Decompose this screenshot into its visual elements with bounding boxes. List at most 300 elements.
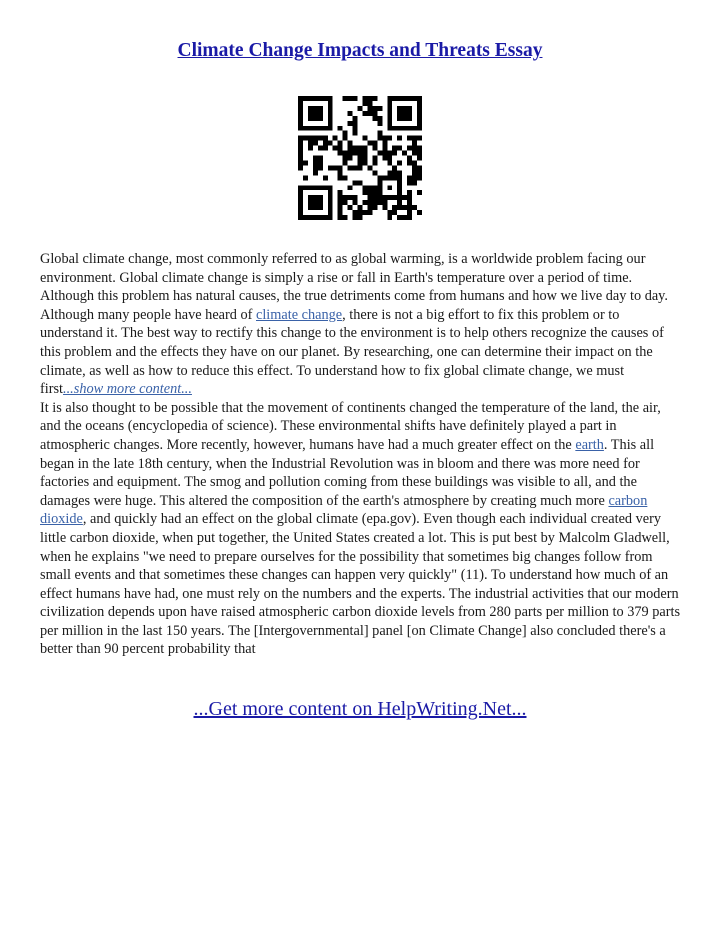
qr-module bbox=[397, 136, 402, 141]
qr-module bbox=[412, 160, 417, 165]
qr-module bbox=[328, 126, 333, 131]
qr-code-icon bbox=[298, 96, 422, 220]
qr-module bbox=[392, 96, 397, 101]
qr-module bbox=[308, 146, 313, 151]
qr-module bbox=[377, 195, 382, 200]
qr-module bbox=[412, 141, 417, 146]
qr-module bbox=[298, 96, 303, 101]
qr-module bbox=[402, 96, 407, 101]
qr-module bbox=[417, 121, 422, 126]
essay-text: It is also thought to be possible that the movement of continents changed the temperature of the land, the air, and the oceans (encyclopedia of science). These environmental shifts have definitely played a part in atmospheric changes. More recently, however, humans have had a much greater effect on the bbox=[40, 399, 661, 453]
qr-module bbox=[343, 195, 348, 200]
qr-module bbox=[402, 111, 407, 116]
qr-module bbox=[343, 151, 348, 156]
qr-module bbox=[358, 205, 363, 210]
qr-module bbox=[358, 210, 363, 215]
qr-module bbox=[387, 121, 392, 126]
qr-module bbox=[372, 185, 377, 190]
qr-module bbox=[392, 170, 397, 175]
qr-module bbox=[367, 96, 372, 101]
qr-module bbox=[318, 205, 323, 210]
qr-module bbox=[298, 111, 303, 116]
qr-module bbox=[417, 151, 422, 156]
qr-module bbox=[298, 156, 303, 161]
qr-module bbox=[397, 146, 402, 151]
qr-module bbox=[417, 156, 422, 161]
qr-module bbox=[298, 210, 303, 215]
qr-module bbox=[348, 146, 353, 151]
qr-module bbox=[367, 200, 372, 205]
qr-module bbox=[318, 96, 323, 101]
qr-module bbox=[298, 190, 303, 195]
qr-module bbox=[353, 165, 358, 170]
qr-module bbox=[343, 160, 348, 165]
qr-module bbox=[313, 160, 318, 165]
qr-module bbox=[318, 195, 323, 200]
qr-module bbox=[298, 205, 303, 210]
qr-module bbox=[417, 190, 422, 195]
qr-module bbox=[407, 146, 412, 151]
qr-module bbox=[348, 185, 353, 190]
qr-module bbox=[298, 121, 303, 126]
qr-module bbox=[338, 151, 343, 156]
qr-module bbox=[362, 151, 367, 156]
qr-module bbox=[402, 215, 407, 220]
qr-module bbox=[412, 136, 417, 141]
qr-module bbox=[353, 210, 358, 215]
qr-module bbox=[367, 190, 372, 195]
qr-module bbox=[412, 170, 417, 175]
qr-module bbox=[392, 195, 397, 200]
qr-module bbox=[353, 131, 358, 136]
qr-module bbox=[328, 111, 333, 116]
qr-module bbox=[417, 116, 422, 121]
carbon-dioxide-link[interactable]: carbon dioxide bbox=[40, 492, 648, 528]
qr-module bbox=[397, 200, 402, 205]
qr-module bbox=[318, 165, 323, 170]
qr-module bbox=[358, 146, 363, 151]
qr-module bbox=[407, 111, 412, 116]
qr-module bbox=[333, 165, 338, 170]
qr-module bbox=[377, 121, 382, 126]
qr-module bbox=[387, 185, 392, 190]
qr-module bbox=[397, 195, 402, 200]
qr-module bbox=[362, 156, 367, 161]
qr-module bbox=[358, 151, 363, 156]
qr-module bbox=[298, 200, 303, 205]
qr-module bbox=[397, 185, 402, 190]
qr-module bbox=[318, 156, 323, 161]
qr-module bbox=[387, 151, 392, 156]
qr-module bbox=[372, 170, 377, 175]
qr-module bbox=[303, 96, 308, 101]
qr-module bbox=[308, 96, 313, 101]
qr-module bbox=[417, 165, 422, 170]
qr-module bbox=[397, 175, 402, 180]
climate-change-link[interactable]: climate change bbox=[255, 306, 343, 323]
qr-module bbox=[392, 151, 397, 156]
qr-module bbox=[313, 185, 318, 190]
qr-module bbox=[328, 101, 333, 106]
qr-module bbox=[303, 175, 308, 180]
qr-module bbox=[318, 126, 323, 131]
qr-module bbox=[397, 111, 402, 116]
qr-module bbox=[328, 195, 333, 200]
qr-module bbox=[343, 131, 348, 136]
qr-module bbox=[298, 215, 303, 220]
qr-module bbox=[313, 156, 318, 161]
qr-module bbox=[367, 106, 372, 111]
qr-module bbox=[318, 160, 323, 165]
qr-module bbox=[362, 111, 367, 116]
qr-module bbox=[362, 160, 367, 165]
qr-module bbox=[313, 111, 318, 116]
essay-text: Global climate change, most commonly referred to as global warming, is a worldwide problem facing our environment. Global climate change is simply a rise or fall in Earth's temperature over a period of time. Although this problem has natural causes, the true detriments come from humans and how we live day to day. Although many people have heard of bbox=[40, 251, 668, 323]
qr-module bbox=[318, 185, 323, 190]
qr-module bbox=[308, 215, 313, 220]
qr-module bbox=[353, 195, 358, 200]
qr-module bbox=[358, 160, 363, 165]
qr-module bbox=[313, 170, 318, 175]
qr-module bbox=[308, 205, 313, 210]
qr-module bbox=[387, 111, 392, 116]
qr-module bbox=[323, 136, 328, 141]
qr-module bbox=[382, 156, 387, 161]
qr-module bbox=[353, 151, 358, 156]
qr-module bbox=[382, 175, 387, 180]
qr-module bbox=[338, 146, 343, 151]
qr-module bbox=[343, 175, 348, 180]
qr-module bbox=[298, 106, 303, 111]
qr-module bbox=[367, 195, 372, 200]
qr-module bbox=[402, 205, 407, 210]
qr-module bbox=[362, 190, 367, 195]
qr-module bbox=[323, 96, 328, 101]
qr-module bbox=[377, 131, 382, 136]
qr-module bbox=[348, 121, 353, 126]
qr-module bbox=[387, 195, 392, 200]
qr-module bbox=[397, 215, 402, 220]
qr-module bbox=[412, 126, 417, 131]
qr-module bbox=[343, 136, 348, 141]
qr-module bbox=[328, 106, 333, 111]
qr-module bbox=[298, 146, 303, 151]
qr-module bbox=[343, 200, 348, 205]
qr-module bbox=[313, 136, 318, 141]
qr-module bbox=[362, 96, 367, 101]
qr-module bbox=[308, 200, 313, 205]
qr-module bbox=[313, 165, 318, 170]
qr-module bbox=[362, 136, 367, 141]
qr-module bbox=[417, 106, 422, 111]
essay-text: , and quickly had an effect on the global climate (epa.gov). Even though each individual created very little carbon dioxide, when put together, the United States created a lot. This is put best by Malcolm Gladwell, when he explains "we need to prepare ourselves for the possibility that sometimes big changes follow from small events and that sometimes these changes can happen very quickly" (11). To understand how much of an effect humans have had, one must rely on the numbers and the experts. The industrial activities that our modern civilization depends upon have raised atmospheric carbon dioxide levels from 280 parts per million to 379 parts per million in the last 150 years. The [Intergovernmental] panel [on Climate Change] also concluded there's a better than 90 percent probability that bbox=[40, 511, 681, 658]
qr-module bbox=[382, 151, 387, 156]
qr-module bbox=[372, 156, 377, 161]
qr-module bbox=[308, 106, 313, 111]
qr-module bbox=[353, 121, 358, 126]
qr-module bbox=[382, 136, 387, 141]
qr-module bbox=[348, 141, 353, 146]
qr-module bbox=[402, 126, 407, 131]
qr-module bbox=[407, 96, 412, 101]
essay-text: , there is not a big effort to fix this problem or to understand it. The best way to rectify this change to the environment is to help others recognize the causes of this problem and the effects they have on our planet. By researching, one can determine their impact on the climate, as well as how to reduce this effect. To understand how to fix global climate change, we must first bbox=[40, 306, 664, 398]
qr-module bbox=[412, 96, 417, 101]
qr-module bbox=[328, 215, 333, 220]
qr-module bbox=[382, 200, 387, 205]
essay-paragraph-1 bbox=[40, 250, 684, 399]
qr-module bbox=[353, 215, 358, 220]
qr-module bbox=[353, 200, 358, 205]
qr-module bbox=[402, 116, 407, 121]
qr-module bbox=[348, 165, 353, 170]
qr-module bbox=[313, 141, 318, 146]
qr-module bbox=[328, 141, 333, 146]
qr-module bbox=[338, 141, 343, 146]
qr-module bbox=[338, 190, 343, 195]
qr-module bbox=[407, 136, 412, 141]
qr-module bbox=[417, 126, 422, 131]
get-more-content-link[interactable]: ...Get more content on HelpWriting.Net... bbox=[193, 698, 527, 720]
qr-module bbox=[313, 126, 318, 131]
qr-module bbox=[402, 195, 407, 200]
qr-module bbox=[308, 116, 313, 121]
qr-module bbox=[372, 116, 377, 121]
qr-module bbox=[397, 96, 402, 101]
qr-module bbox=[358, 106, 363, 111]
essay-body bbox=[40, 250, 684, 659]
qr-module bbox=[372, 160, 377, 165]
qr-module bbox=[323, 175, 328, 180]
page-title[interactable]: Climate Change Impacts and Threats Essay bbox=[177, 40, 543, 61]
qr-module bbox=[367, 185, 372, 190]
qr-module bbox=[328, 205, 333, 210]
qr-module bbox=[313, 96, 318, 101]
qr-module bbox=[303, 136, 308, 141]
qr-module bbox=[372, 200, 377, 205]
qr-module bbox=[318, 146, 323, 151]
qr-module bbox=[417, 101, 422, 106]
qr-module bbox=[333, 136, 338, 141]
qr-module bbox=[377, 136, 382, 141]
qr-module bbox=[417, 146, 422, 151]
qr-module bbox=[343, 156, 348, 161]
qr-module bbox=[318, 116, 323, 121]
essay-text: . This all began in the late 18th century, when the Industrial Revolution was in bloom and there was more need for factories and equipment. The smog and pollution coming from these buildings was visible to all, and the damages were huge. This altered the composition of the earth's atmosphere by creating much more bbox=[40, 436, 655, 509]
qr-module bbox=[387, 175, 392, 180]
qr-module bbox=[397, 160, 402, 165]
qr-module bbox=[303, 160, 308, 165]
qr-module bbox=[412, 146, 417, 151]
qr-module bbox=[298, 116, 303, 121]
qr-module bbox=[313, 200, 318, 205]
qr-module bbox=[397, 116, 402, 121]
qr-module bbox=[318, 111, 323, 116]
qr-module bbox=[328, 200, 333, 205]
qr-module bbox=[397, 180, 402, 185]
qr-module bbox=[308, 195, 313, 200]
qr-module bbox=[377, 151, 382, 156]
qr-module bbox=[303, 126, 308, 131]
qr-module bbox=[372, 195, 377, 200]
qr-module bbox=[372, 111, 377, 116]
qr-module bbox=[412, 175, 417, 180]
qr-code-graphic bbox=[298, 96, 422, 220]
qr-module bbox=[412, 165, 417, 170]
qr-module bbox=[417, 96, 422, 101]
qr-module bbox=[298, 160, 303, 165]
qr-module bbox=[362, 185, 367, 190]
qr-module bbox=[372, 106, 377, 111]
qr-module bbox=[298, 136, 303, 141]
qr-module bbox=[372, 205, 377, 210]
qr-module bbox=[402, 151, 407, 156]
qr-module bbox=[407, 126, 412, 131]
qr-module bbox=[387, 116, 392, 121]
qr-module bbox=[353, 96, 358, 101]
qr-module bbox=[358, 215, 363, 220]
qr-module bbox=[407, 180, 412, 185]
qr-module bbox=[353, 180, 358, 185]
qr-module bbox=[372, 141, 377, 146]
qr-module bbox=[377, 116, 382, 121]
qr-module bbox=[392, 126, 397, 131]
qr-module bbox=[362, 146, 367, 151]
qr-module bbox=[298, 195, 303, 200]
qr-module bbox=[313, 205, 318, 210]
qr-module bbox=[407, 210, 412, 215]
qr-module bbox=[338, 175, 343, 180]
qr-module bbox=[318, 200, 323, 205]
qr-module bbox=[328, 96, 333, 101]
qr-module bbox=[298, 165, 303, 170]
qr-module bbox=[417, 175, 422, 180]
qr-module bbox=[367, 210, 372, 215]
qr-module bbox=[397, 190, 402, 195]
qr-module bbox=[348, 156, 353, 161]
qr-module bbox=[338, 126, 343, 131]
qr-module bbox=[377, 106, 382, 111]
qr-module bbox=[328, 185, 333, 190]
qr-module bbox=[407, 156, 412, 161]
qr-module bbox=[298, 185, 303, 190]
qr-module bbox=[387, 96, 392, 101]
qr-module bbox=[318, 106, 323, 111]
qr-module bbox=[407, 215, 412, 220]
qr-module bbox=[328, 121, 333, 126]
qr-module bbox=[397, 205, 402, 210]
qr-module bbox=[412, 205, 417, 210]
qr-module bbox=[328, 116, 333, 121]
qr-module bbox=[353, 116, 358, 121]
qr-module bbox=[417, 170, 422, 175]
qr-module bbox=[387, 210, 392, 215]
qr-module bbox=[362, 210, 367, 215]
qr-module bbox=[387, 170, 392, 175]
qr-module bbox=[323, 126, 328, 131]
qr-module bbox=[377, 190, 382, 195]
qr-module bbox=[303, 215, 308, 220]
qr-module bbox=[362, 101, 367, 106]
qr-module bbox=[392, 146, 397, 151]
qr-module bbox=[407, 190, 412, 195]
qr-module bbox=[392, 175, 397, 180]
qr-module bbox=[328, 210, 333, 215]
qr-module bbox=[313, 215, 318, 220]
qr-module bbox=[377, 175, 382, 180]
qr-module bbox=[298, 126, 303, 131]
qr-module bbox=[313, 116, 318, 121]
qr-module bbox=[387, 136, 392, 141]
qr-module bbox=[328, 165, 333, 170]
qr-module bbox=[392, 205, 397, 210]
qr-module bbox=[303, 185, 308, 190]
qr-module bbox=[407, 175, 412, 180]
qr-module bbox=[412, 151, 417, 156]
qr-module bbox=[308, 126, 313, 131]
qr-module bbox=[323, 141, 328, 146]
essay-paragraph-2 bbox=[40, 399, 684, 659]
qr-module bbox=[318, 215, 323, 220]
qr-module bbox=[318, 136, 323, 141]
qr-module bbox=[308, 185, 313, 190]
qr-module bbox=[397, 170, 402, 175]
qr-module bbox=[377, 180, 382, 185]
qr-module bbox=[382, 195, 387, 200]
qr-module bbox=[338, 210, 343, 215]
qr-module bbox=[417, 111, 422, 116]
qr-module bbox=[353, 146, 358, 151]
qr-module bbox=[298, 141, 303, 146]
qr-module bbox=[338, 200, 343, 205]
qr-module bbox=[392, 210, 397, 215]
qr-module bbox=[367, 141, 372, 146]
show-more-link[interactable]: ...show more content... bbox=[63, 381, 192, 398]
qr-module bbox=[407, 200, 412, 205]
qr-module bbox=[367, 165, 372, 170]
qr-module bbox=[397, 106, 402, 111]
qr-module bbox=[308, 136, 313, 141]
qr-module bbox=[407, 205, 412, 210]
qr-module bbox=[308, 141, 313, 146]
qr-module bbox=[348, 151, 353, 156]
qr-module bbox=[377, 185, 382, 190]
qr-module bbox=[338, 170, 343, 175]
qr-module bbox=[377, 200, 382, 205]
qr-module bbox=[417, 210, 422, 215]
qr-module bbox=[417, 136, 422, 141]
qr-module bbox=[338, 165, 343, 170]
qr-module bbox=[407, 195, 412, 200]
qr-module bbox=[372, 96, 377, 101]
qr-module bbox=[323, 185, 328, 190]
qr-module bbox=[343, 215, 348, 220]
qr-module bbox=[343, 96, 348, 101]
qr-module bbox=[382, 141, 387, 146]
qr-module bbox=[397, 126, 402, 131]
qr-module bbox=[387, 106, 392, 111]
qr-module bbox=[338, 205, 343, 210]
qr-module bbox=[407, 160, 412, 165]
qr-module bbox=[348, 205, 353, 210]
qr-module bbox=[333, 146, 338, 151]
qr-module bbox=[387, 101, 392, 106]
earth-link[interactable]: earth bbox=[575, 436, 604, 453]
qr-module bbox=[348, 96, 353, 101]
qr-module bbox=[338, 195, 343, 200]
qr-module bbox=[338, 215, 343, 220]
qr-module bbox=[392, 165, 397, 170]
qr-module bbox=[358, 156, 363, 161]
